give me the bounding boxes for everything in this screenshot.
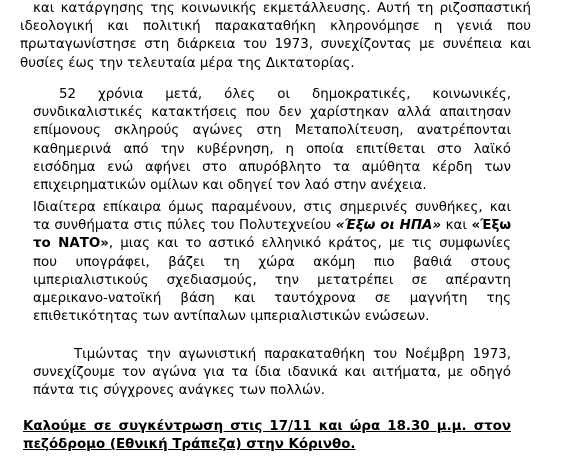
paragraph-legacy: και κατάργησης της κοινωνικής εκμετάλλευσης. Αυτή τη ριζοσπαστική ιδεολογική και πολιτική παρακαταθήκη κληρονόμησε η γενιά που πρωταγωνίστησε στη διάρκεια του 1973, συνεχίζοντας με συνέπεια και θυσίες έως την τελευταία μέρα της Δικτατορίας. (20, 1, 531, 71)
slogans-joiner-text: και (441, 218, 472, 234)
rally-call-notice: Καλούμε σε συγκέντρωση στις 17/11 και ώρα 18.30 μ.μ. στον πεζόδρομο (Εθνική Τράπεζα) στην Κόρινθο. (23, 419, 511, 453)
slogan-out-nato: «Έξω το ΝΑΤΟ» (33, 218, 511, 252)
paragraph-52-years: 52 χρόνια μετά, όλες οι δημοκρατικές, κοινωνικές, συνδικαλιστικές κατακτήσεις που δεν χαρίστηκαν αλλά απαιτησαν επίμονους σκληρούς αγώνες στη Μεταπολίτευση, ανατρέπονται καθημερινά από την κυβέρνηση, η οποία επιτίθεται στο λαϊκό εισόδημα ενώ αφήνει στο απυρόβλητο τα αμύθητα κέρδη των επιχειρηματικών ομίλων και οδηγεί τον λαό στην ανέχεια. (33, 87, 511, 194)
paragraph-honoring: Τιμώντας την αγωνιστική παρακαταθήκη του Νοέμβρη 1973, συνεχίζουμε τον αγώνα για τα ίδια ιδανικά και αιτήματα, με οδηγό πάντα τις σύγχρονες ανάγκες των πολλών. (33, 347, 511, 399)
paragraph-slogans (33, 199, 511, 326)
slogan-out-usa: «Έξω οι ΗΠΑ» (335, 218, 442, 234)
slogans-intro-text: Ιδιαίτερα επίκαιρα όμως παραμένουν, στις σημερινές συνθήκες, και τα συνθήματα στις πύλες του Πολυτεχνείου (33, 200, 511, 234)
slogans-body-text: , μιας και το αστικό ελληνικό κράτος, με τις συμφωνίες που υπογράφει, βάζει τη χώρα ακόμη πιο βαθιά στους ιμπεριαλιστικούς σχεδιασμούς, την μετατρέπει σε απέραντη αμερικανο-νατοϊκή βάση και ταυτόχρονα σε μαγνήτη της επιθετικότητας των αντίπαλων ιμπεριαλιστικών ενώσεων. (33, 236, 511, 325)
